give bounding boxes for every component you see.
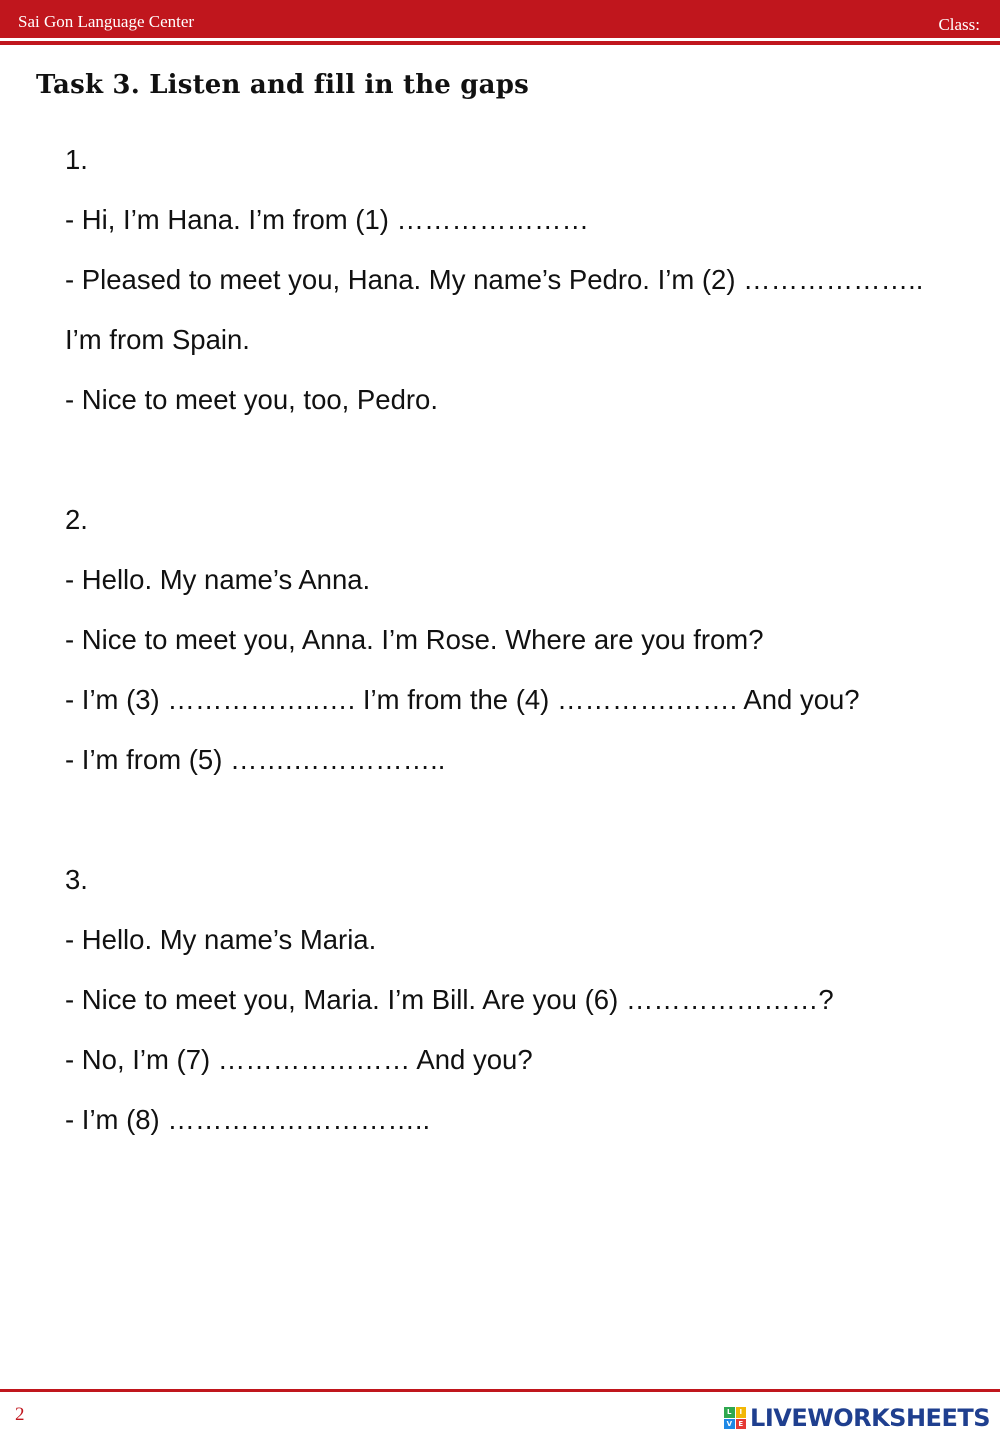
dialogue-line: - I’m (3) ……………..…. I’m from the (4) ………….……. And you? — [65, 684, 860, 715]
class-label: Class: — [938, 15, 980, 34]
dialogue-line: - Hi, I’m Hana. I’m from (1) ………………… — [65, 204, 590, 235]
dialogue-line: - No, I’m (7) ………………… And you? — [65, 1044, 533, 1075]
spacer — [65, 790, 985, 850]
dialogue-line: - Nice to meet you, Maria. I’m Bill. Are you (6) …………………? — [65, 984, 834, 1015]
dialogue-line: - Pleased to meet you, Hana. My name’s Pedro. I’m (2) ……………….. — [65, 264, 924, 295]
dialogue-line: - I’m from (5) …….…………….. — [65, 744, 446, 775]
liveworksheets-brand[interactable] — [724, 1404, 990, 1432]
dialogue-line: - Nice to meet you, Anna. I’m Rose. Where are you from? — [65, 624, 764, 655]
logo-letter: I — [736, 1407, 747, 1418]
section-number-2: 2. — [65, 504, 88, 535]
page-number: 2 — [15, 1404, 25, 1425]
dialogue-line: - I’m (8) ……………………….. — [65, 1104, 431, 1135]
footer-divider — [0, 1389, 1000, 1392]
dialogue-line: I’m from Spain. — [65, 324, 250, 355]
section-number-1: 1. — [65, 144, 88, 175]
spacer — [65, 430, 985, 490]
header-divider — [0, 41, 1000, 45]
logo-letter: E — [736, 1419, 747, 1430]
dialogue-line: - Hello. My name’s Anna. — [65, 564, 371, 595]
worksheet-content — [65, 130, 985, 1150]
dialogue-line: - Nice to meet you, too, Pedro. — [65, 384, 438, 415]
liveworksheets-logo-icon — [724, 1407, 746, 1429]
section-number-3: 3. — [65, 864, 88, 895]
school-name: Sai Gon Language Center — [18, 12, 195, 31]
task-title: Task 3. Listen and fill in the gaps — [36, 70, 529, 100]
logo-letter: L — [724, 1407, 735, 1418]
logo-letter: V — [724, 1419, 735, 1430]
dialogue-line: - Hello. My name’s Maria. — [65, 924, 377, 955]
brand-name: LIVEWORKSHEETS — [750, 1404, 990, 1432]
